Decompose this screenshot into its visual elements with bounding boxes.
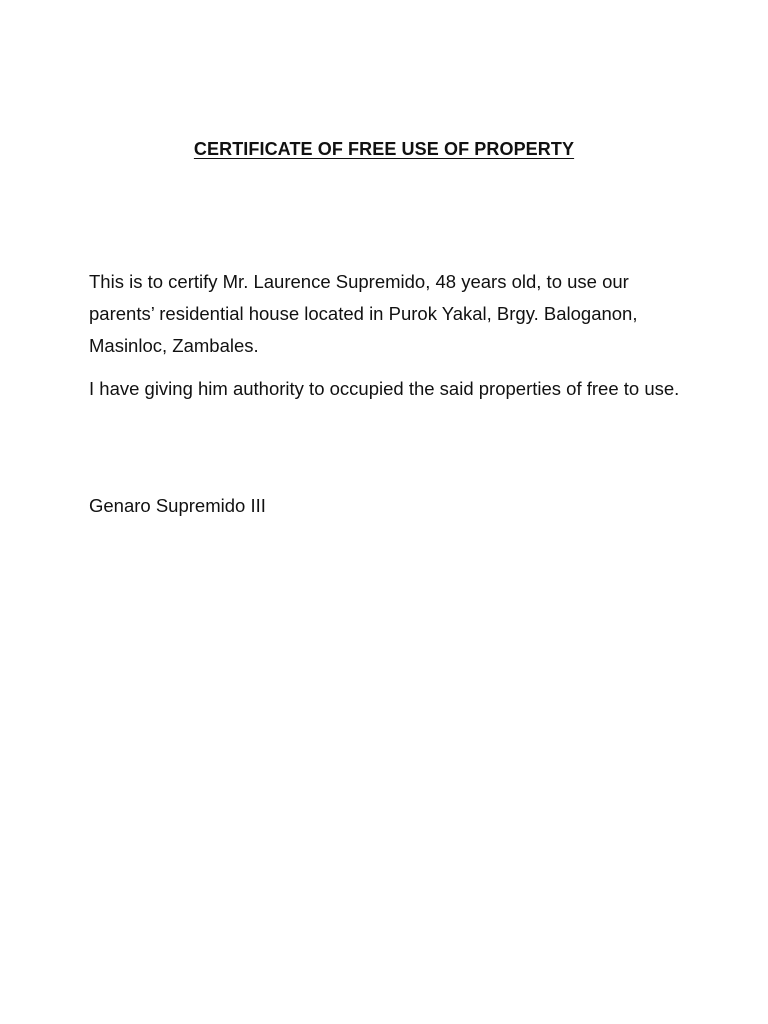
authority-paragraph: I have giving him authority to occupied the said properties of free to use. — [89, 378, 680, 399]
certification-paragraph: This is to certify Mr. Laurence Supremido, 48 years old, to use our parents’ residential house located in Purok Yakal, Brgy. Baloganon, Masinloc, Zambales. — [89, 271, 638, 356]
document-title: CERTIFICATE OF FREE USE OF PROPERTY — [193, 139, 575, 159]
signatory-name: Genaro Supremido III — [89, 495, 266, 516]
